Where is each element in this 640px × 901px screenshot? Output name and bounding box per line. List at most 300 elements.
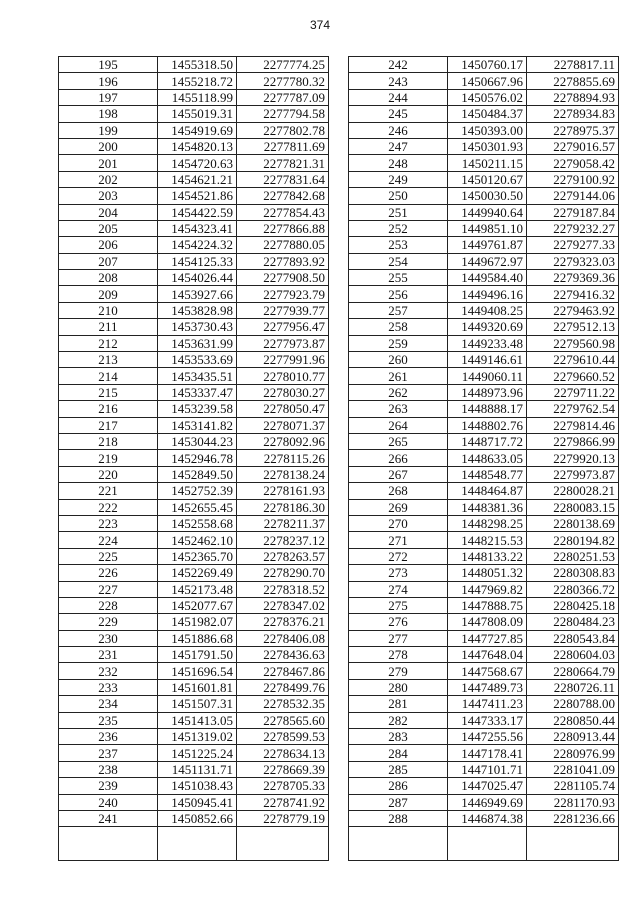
table-row xyxy=(349,302,619,318)
x-coordinate-cell: 1451791.50 xyxy=(158,647,237,663)
x-coordinate-cell: 1448717.72 xyxy=(448,433,527,449)
point-number-cell: 220 xyxy=(59,466,158,482)
x-coordinate-cell: 1446874.38 xyxy=(448,810,527,826)
y-coordinate-cell: 2280850.44 xyxy=(527,712,619,728)
table-row xyxy=(59,483,329,499)
y-coordinate-cell: 2281236.66 xyxy=(527,810,619,826)
x-coordinate-cell: 1449672.97 xyxy=(448,253,527,269)
x-coordinate-cell: 1447648.04 xyxy=(448,647,527,663)
point-number-cell: 216 xyxy=(59,401,158,417)
y-coordinate-cell: 2280251.53 xyxy=(527,548,619,564)
x-coordinate-cell: 1453631.99 xyxy=(158,335,237,351)
y-coordinate-cell: 2278237.12 xyxy=(237,532,329,548)
y-coordinate-cell: 2277821.31 xyxy=(237,155,329,171)
x-coordinate-cell: 1455118.99 xyxy=(158,89,237,105)
x-coordinate-cell: 1452752.39 xyxy=(158,483,237,499)
x-coordinate-cell: 1451507.31 xyxy=(158,696,237,712)
table-row xyxy=(349,122,619,138)
y-coordinate-cell: 2280083.15 xyxy=(527,499,619,515)
x-coordinate-cell: 1449320.69 xyxy=(448,319,527,335)
table-row xyxy=(59,138,329,154)
y-coordinate-cell: 2277908.50 xyxy=(237,270,329,286)
y-coordinate-cell: 2278499.76 xyxy=(237,679,329,695)
table-row xyxy=(349,368,619,384)
table-row xyxy=(349,335,619,351)
y-coordinate-cell: 2280028.21 xyxy=(527,483,619,499)
table-row xyxy=(59,663,329,679)
x-coordinate-cell: 1447025.47 xyxy=(448,778,527,794)
table-row xyxy=(59,450,329,466)
table-row xyxy=(59,237,329,253)
point-number-cell: 253 xyxy=(349,237,448,253)
point-number-cell: 256 xyxy=(349,286,448,302)
y-coordinate-cell: 2279187.84 xyxy=(527,204,619,220)
x-coordinate-cell: 1448298.25 xyxy=(448,515,527,531)
point-number-cell: 245 xyxy=(349,106,448,122)
point-number-cell: 285 xyxy=(349,761,448,777)
y-coordinate-cell: 2277787.09 xyxy=(237,89,329,105)
point-number-cell: 259 xyxy=(349,335,448,351)
point-number-cell: 222 xyxy=(59,499,158,515)
x-coordinate-cell: 1451601.81 xyxy=(158,679,237,695)
y-coordinate-cell: 2279920.13 xyxy=(527,450,619,466)
y-coordinate-cell: 2279711.22 xyxy=(527,384,619,400)
table-row xyxy=(349,647,619,663)
coordinate-table-right xyxy=(348,56,619,861)
point-number-cell: 249 xyxy=(349,171,448,187)
table-row xyxy=(349,663,619,679)
x-coordinate-cell: 1450030.50 xyxy=(448,188,527,204)
y-coordinate-cell: 2280484.23 xyxy=(527,614,619,630)
point-number-cell: 204 xyxy=(59,204,158,220)
table-row xyxy=(59,548,329,564)
y-coordinate-cell: 2280726.11 xyxy=(527,679,619,695)
y-coordinate-cell: 2280788.00 xyxy=(527,696,619,712)
table-row xyxy=(349,630,619,646)
x-coordinate-cell: 1449408.25 xyxy=(448,302,527,318)
x-coordinate-cell: 1448464.87 xyxy=(448,483,527,499)
point-number-cell: 242 xyxy=(349,57,448,73)
y-coordinate-cell: 2278290.70 xyxy=(237,565,329,581)
table-row xyxy=(349,352,619,368)
table-row-empty xyxy=(59,827,329,861)
point-number-cell: 270 xyxy=(349,515,448,531)
point-number-cell: 280 xyxy=(349,679,448,695)
x-coordinate-cell: 1451413.05 xyxy=(158,712,237,728)
x-coordinate-cell: 1453435.51 xyxy=(158,368,237,384)
empty-cell xyxy=(448,827,527,861)
table-row xyxy=(59,188,329,204)
x-coordinate-cell: 1448633.05 xyxy=(448,450,527,466)
table-row xyxy=(59,368,329,384)
table-row xyxy=(59,417,329,433)
point-number-cell: 271 xyxy=(349,532,448,548)
x-coordinate-cell: 1455019.31 xyxy=(158,106,237,122)
x-coordinate-cell: 1452462.10 xyxy=(158,532,237,548)
x-coordinate-cell: 1448548.77 xyxy=(448,466,527,482)
point-number-cell: 209 xyxy=(59,286,158,302)
point-number-cell: 262 xyxy=(349,384,448,400)
y-coordinate-cell: 2280543.84 xyxy=(527,630,619,646)
y-coordinate-cell: 2279016.57 xyxy=(527,138,619,154)
table-row xyxy=(349,220,619,236)
x-coordinate-cell: 1448888.17 xyxy=(448,401,527,417)
point-number-cell: 257 xyxy=(349,302,448,318)
y-coordinate-cell: 2280308.83 xyxy=(527,565,619,581)
y-coordinate-cell: 2278406.08 xyxy=(237,630,329,646)
point-number-cell: 208 xyxy=(59,270,158,286)
y-coordinate-cell: 2278138.24 xyxy=(237,466,329,482)
x-coordinate-cell: 1455318.50 xyxy=(158,57,237,73)
empty-cell xyxy=(349,827,448,861)
point-number-cell: 230 xyxy=(59,630,158,646)
y-coordinate-cell: 2278115.26 xyxy=(237,450,329,466)
point-number-cell: 219 xyxy=(59,450,158,466)
y-coordinate-cell: 2278599.53 xyxy=(237,729,329,745)
y-coordinate-cell: 2278467.86 xyxy=(237,663,329,679)
table-row xyxy=(59,630,329,646)
point-number-cell: 198 xyxy=(59,106,158,122)
empty-cell xyxy=(59,827,158,861)
point-number-cell: 201 xyxy=(59,155,158,171)
x-coordinate-cell: 1453239.58 xyxy=(158,401,237,417)
y-coordinate-cell: 2279762.54 xyxy=(527,401,619,417)
table-row xyxy=(349,450,619,466)
table-row xyxy=(59,171,329,187)
empty-cell xyxy=(527,827,619,861)
y-coordinate-cell: 2278817.11 xyxy=(527,57,619,73)
point-number-cell: 261 xyxy=(349,368,448,384)
x-coordinate-cell: 1448215.53 xyxy=(448,532,527,548)
x-coordinate-cell: 1452655.45 xyxy=(158,499,237,515)
table-row xyxy=(349,532,619,548)
y-coordinate-cell: 2280604.03 xyxy=(527,647,619,663)
x-coordinate-cell: 1454720.63 xyxy=(158,155,237,171)
empty-cell xyxy=(237,827,329,861)
point-number-cell: 248 xyxy=(349,155,448,171)
table-row xyxy=(349,204,619,220)
x-coordinate-cell: 1452269.49 xyxy=(158,565,237,581)
table-row xyxy=(349,745,619,761)
point-number-cell: 267 xyxy=(349,466,448,482)
x-coordinate-cell: 1447489.73 xyxy=(448,679,527,695)
point-number-cell: 288 xyxy=(349,810,448,826)
table-row xyxy=(349,286,619,302)
x-coordinate-cell: 1447411.23 xyxy=(448,696,527,712)
point-number-cell: 275 xyxy=(349,597,448,613)
y-coordinate-cell: 2278376.21 xyxy=(237,614,329,630)
point-number-cell: 214 xyxy=(59,368,158,384)
point-number-cell: 286 xyxy=(349,778,448,794)
table-row xyxy=(59,433,329,449)
table-row-empty xyxy=(349,827,619,861)
x-coordinate-cell: 1452077.67 xyxy=(158,597,237,613)
x-coordinate-cell: 1453337.47 xyxy=(158,384,237,400)
x-coordinate-cell: 1455218.72 xyxy=(158,73,237,89)
point-number-cell: 273 xyxy=(349,565,448,581)
y-coordinate-cell: 2279866.99 xyxy=(527,433,619,449)
table-row xyxy=(349,401,619,417)
table-row xyxy=(349,270,619,286)
y-coordinate-cell: 2278211.37 xyxy=(237,515,329,531)
point-number-cell: 279 xyxy=(349,663,448,679)
point-number-cell: 213 xyxy=(59,352,158,368)
y-coordinate-cell: 2279560.98 xyxy=(527,335,619,351)
y-coordinate-cell: 2278975.37 xyxy=(527,122,619,138)
table-row xyxy=(349,761,619,777)
x-coordinate-cell: 1448381.36 xyxy=(448,499,527,515)
y-coordinate-cell: 2278092.96 xyxy=(237,433,329,449)
table-row xyxy=(59,597,329,613)
point-number-cell: 277 xyxy=(349,630,448,646)
x-coordinate-cell: 1452558.68 xyxy=(158,515,237,531)
table-row xyxy=(349,499,619,515)
x-coordinate-cell: 1449233.48 xyxy=(448,335,527,351)
x-coordinate-cell: 1453828.98 xyxy=(158,302,237,318)
y-coordinate-cell: 2281170.93 xyxy=(527,794,619,810)
table-row xyxy=(349,138,619,154)
x-coordinate-cell: 1451982.07 xyxy=(158,614,237,630)
table-row xyxy=(59,57,329,73)
point-number-cell: 283 xyxy=(349,729,448,745)
y-coordinate-cell: 2279277.33 xyxy=(527,237,619,253)
table-row xyxy=(59,794,329,810)
table-row xyxy=(59,712,329,728)
y-coordinate-cell: 2278565.60 xyxy=(237,712,329,728)
point-number-cell: 282 xyxy=(349,712,448,728)
y-coordinate-cell: 2281105.74 xyxy=(527,778,619,794)
point-number-cell: 231 xyxy=(59,647,158,663)
y-coordinate-cell: 2277956.47 xyxy=(237,319,329,335)
point-number-cell: 203 xyxy=(59,188,158,204)
y-coordinate-cell: 2277939.77 xyxy=(237,302,329,318)
table-row xyxy=(349,73,619,89)
x-coordinate-cell: 1447178.41 xyxy=(448,745,527,761)
x-coordinate-cell: 1454125.33 xyxy=(158,253,237,269)
page-number: 374 xyxy=(309,18,331,32)
table-row xyxy=(59,319,329,335)
x-coordinate-cell: 1454919.69 xyxy=(158,122,237,138)
y-coordinate-cell: 2279369.36 xyxy=(527,270,619,286)
x-coordinate-cell: 1448051.32 xyxy=(448,565,527,581)
point-number-cell: 255 xyxy=(349,270,448,286)
x-coordinate-cell: 1447969.82 xyxy=(448,581,527,597)
point-number-cell: 263 xyxy=(349,401,448,417)
point-number-cell: 247 xyxy=(349,138,448,154)
point-number-cell: 265 xyxy=(349,433,448,449)
y-coordinate-cell: 2277880.05 xyxy=(237,237,329,253)
y-coordinate-cell: 2278436.63 xyxy=(237,647,329,663)
point-number-cell: 244 xyxy=(349,89,448,105)
point-number-cell: 205 xyxy=(59,220,158,236)
table-row xyxy=(349,319,619,335)
y-coordinate-cell: 2278186.30 xyxy=(237,499,329,515)
table-row xyxy=(349,565,619,581)
point-number-cell: 207 xyxy=(59,253,158,269)
table-row xyxy=(59,155,329,171)
point-number-cell: 226 xyxy=(59,565,158,581)
y-coordinate-cell: 2280194.82 xyxy=(527,532,619,548)
x-coordinate-cell: 1447888.75 xyxy=(448,597,527,613)
point-number-cell: 217 xyxy=(59,417,158,433)
y-coordinate-cell: 2278779.19 xyxy=(237,810,329,826)
y-coordinate-cell: 2279100.92 xyxy=(527,171,619,187)
x-coordinate-cell: 1450852.66 xyxy=(158,810,237,826)
y-coordinate-cell: 2277802.78 xyxy=(237,122,329,138)
y-coordinate-cell: 2277842.68 xyxy=(237,188,329,204)
x-coordinate-cell: 1450576.02 xyxy=(448,89,527,105)
point-number-cell: 276 xyxy=(349,614,448,630)
point-number-cell: 224 xyxy=(59,532,158,548)
table-row xyxy=(59,532,329,548)
y-coordinate-cell: 2278071.37 xyxy=(237,417,329,433)
point-number-cell: 251 xyxy=(349,204,448,220)
y-coordinate-cell: 2278634.13 xyxy=(237,745,329,761)
point-number-cell: 269 xyxy=(349,499,448,515)
y-coordinate-cell: 2278741.92 xyxy=(237,794,329,810)
x-coordinate-cell: 1449146.61 xyxy=(448,352,527,368)
x-coordinate-cell: 1448802.76 xyxy=(448,417,527,433)
table-row xyxy=(59,679,329,695)
x-coordinate-cell: 1451225.24 xyxy=(158,745,237,761)
x-coordinate-cell: 1450301.93 xyxy=(448,138,527,154)
point-number-cell: 218 xyxy=(59,433,158,449)
y-coordinate-cell: 2277811.69 xyxy=(237,138,329,154)
y-coordinate-cell: 2278030.27 xyxy=(237,384,329,400)
point-number-cell: 197 xyxy=(59,89,158,105)
x-coordinate-cell: 1450393.00 xyxy=(448,122,527,138)
table-row xyxy=(59,220,329,236)
y-coordinate-cell: 2279814.46 xyxy=(527,417,619,433)
point-number-cell: 287 xyxy=(349,794,448,810)
table-row xyxy=(59,253,329,269)
table-row xyxy=(349,729,619,745)
table-row xyxy=(59,810,329,826)
x-coordinate-cell: 1449940.64 xyxy=(448,204,527,220)
table-row xyxy=(349,794,619,810)
y-coordinate-cell: 2277831.64 xyxy=(237,171,329,187)
x-coordinate-cell: 1447333.17 xyxy=(448,712,527,728)
x-coordinate-cell: 1452173.48 xyxy=(158,581,237,597)
x-coordinate-cell: 1450484.37 xyxy=(448,106,527,122)
y-coordinate-cell: 2277854.43 xyxy=(237,204,329,220)
x-coordinate-cell: 1447255.56 xyxy=(448,729,527,745)
table-row xyxy=(349,253,619,269)
table-row xyxy=(349,548,619,564)
point-number-cell: 281 xyxy=(349,696,448,712)
x-coordinate-cell: 1451886.68 xyxy=(158,630,237,646)
point-number-cell: 212 xyxy=(59,335,158,351)
point-number-cell: 252 xyxy=(349,220,448,236)
point-number-cell: 240 xyxy=(59,794,158,810)
point-number-cell: 215 xyxy=(59,384,158,400)
point-number-cell: 260 xyxy=(349,352,448,368)
table-row xyxy=(59,466,329,482)
x-coordinate-cell: 1454422.59 xyxy=(158,204,237,220)
table-row xyxy=(59,729,329,745)
coordinate-table-left xyxy=(58,56,329,861)
table-row xyxy=(349,466,619,482)
x-coordinate-cell: 1449060.11 xyxy=(448,368,527,384)
point-number-cell: 202 xyxy=(59,171,158,187)
point-number-cell: 206 xyxy=(59,237,158,253)
point-number-cell: 211 xyxy=(59,319,158,335)
y-coordinate-cell: 2277774.25 xyxy=(237,57,329,73)
y-coordinate-cell: 2279463.92 xyxy=(527,302,619,318)
table-row xyxy=(349,778,619,794)
table-row xyxy=(59,73,329,89)
y-coordinate-cell: 2279232.27 xyxy=(527,220,619,236)
y-coordinate-cell: 2280366.72 xyxy=(527,581,619,597)
x-coordinate-cell: 1452365.70 xyxy=(158,548,237,564)
y-coordinate-cell: 2277893.92 xyxy=(237,253,329,269)
x-coordinate-cell: 1452946.78 xyxy=(158,450,237,466)
point-number-cell: 233 xyxy=(59,679,158,695)
y-coordinate-cell: 2281041.09 xyxy=(527,761,619,777)
x-coordinate-cell: 1450667.96 xyxy=(448,73,527,89)
point-number-cell: 284 xyxy=(349,745,448,761)
table-row xyxy=(59,499,329,515)
table-row xyxy=(59,204,329,220)
y-coordinate-cell: 2277923.79 xyxy=(237,286,329,302)
x-coordinate-cell: 1449851.10 xyxy=(448,220,527,236)
y-coordinate-cell: 2279610.44 xyxy=(527,352,619,368)
x-coordinate-cell: 1454323.41 xyxy=(158,220,237,236)
table-row xyxy=(59,302,329,318)
y-coordinate-cell: 2278010.77 xyxy=(237,368,329,384)
x-coordinate-cell: 1453533.69 xyxy=(158,352,237,368)
table-row xyxy=(349,483,619,499)
table-row xyxy=(349,57,619,73)
x-coordinate-cell: 1449761.87 xyxy=(448,237,527,253)
x-coordinate-cell: 1453141.82 xyxy=(158,417,237,433)
x-coordinate-cell: 1454026.44 xyxy=(158,270,237,286)
table-row xyxy=(349,712,619,728)
x-coordinate-cell: 1448133.22 xyxy=(448,548,527,564)
y-coordinate-cell: 2277991.96 xyxy=(237,352,329,368)
y-coordinate-cell: 2277973.87 xyxy=(237,335,329,351)
y-coordinate-cell: 2278318.52 xyxy=(237,581,329,597)
x-coordinate-cell: 1454621.21 xyxy=(158,171,237,187)
x-coordinate-cell: 1447568.67 xyxy=(448,663,527,679)
x-coordinate-cell: 1451696.54 xyxy=(158,663,237,679)
x-coordinate-cell: 1451038.43 xyxy=(158,778,237,794)
point-number-cell: 239 xyxy=(59,778,158,794)
table-row xyxy=(59,89,329,105)
x-coordinate-cell: 1447808.09 xyxy=(448,614,527,630)
table-row xyxy=(59,745,329,761)
table-row xyxy=(349,614,619,630)
point-number-cell: 235 xyxy=(59,712,158,728)
point-number-cell: 254 xyxy=(349,253,448,269)
y-coordinate-cell: 2280913.44 xyxy=(527,729,619,745)
table-row xyxy=(349,810,619,826)
table-row xyxy=(59,581,329,597)
y-coordinate-cell: 2278705.33 xyxy=(237,778,329,794)
table-row xyxy=(349,679,619,695)
x-coordinate-cell: 1454521.86 xyxy=(158,188,237,204)
table-row xyxy=(59,565,329,581)
y-coordinate-cell: 2278050.47 xyxy=(237,401,329,417)
point-number-cell: 223 xyxy=(59,515,158,531)
table-row xyxy=(59,401,329,417)
y-coordinate-cell: 2278894.93 xyxy=(527,89,619,105)
point-number-cell: 210 xyxy=(59,302,158,318)
point-number-cell: 236 xyxy=(59,729,158,745)
y-coordinate-cell: 2280138.69 xyxy=(527,515,619,531)
table-row xyxy=(349,384,619,400)
point-number-cell: 250 xyxy=(349,188,448,204)
